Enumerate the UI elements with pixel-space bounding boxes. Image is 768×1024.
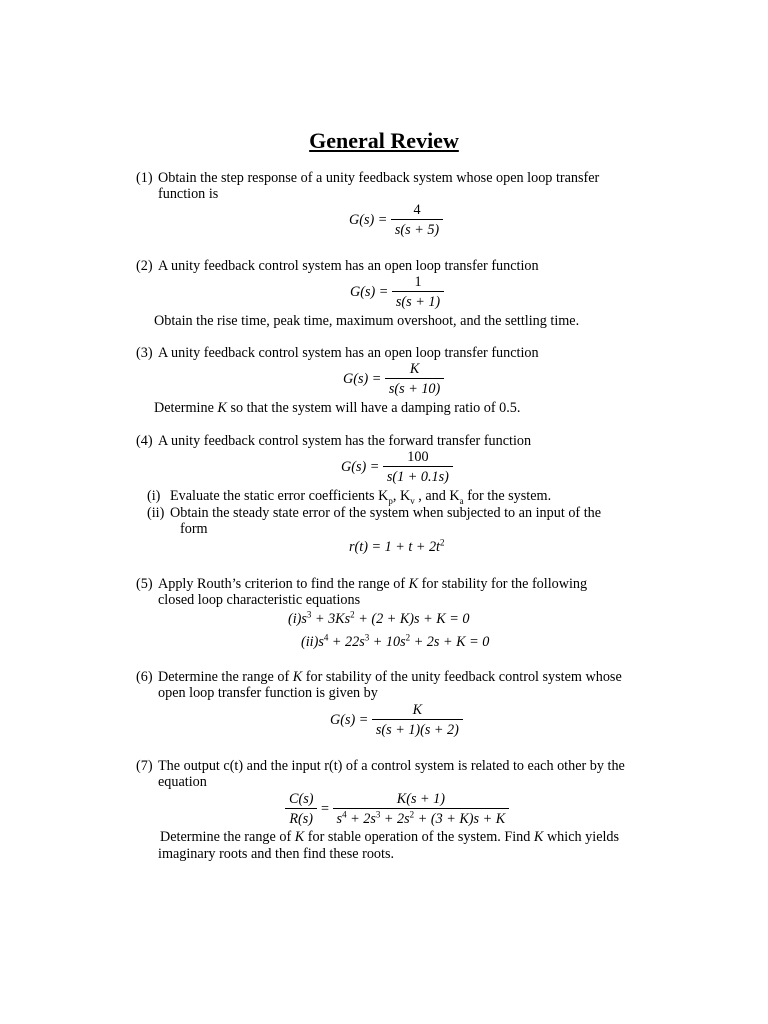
question-text: imaginary roots and then find these roots. xyxy=(158,846,395,862)
question-number: (6) xyxy=(136,669,153,685)
question-text: Obtain the step response of a unity feedback system whose open loop transfer xyxy=(158,170,600,186)
question-number: (1) xyxy=(136,170,153,186)
sub-question-number: (ii) xyxy=(147,505,165,521)
sub-question-number: (i) xyxy=(147,488,161,504)
question-number: (2) xyxy=(136,258,153,274)
transfer-function-equation: G(s) = $\frac{K}{s(s + 10)}$ xyxy=(343,361,444,397)
question-text: Apply Routh’s criterion to find the range of K for stability for the following xyxy=(158,576,588,592)
transfer-function-equation: $\frac{C(s)}{R(s)}$ = $\frac{K(s + 1)}{s^4 + 2s^3 + 2s^2 + (3 + K)s + K}$ xyxy=(285,791,509,827)
question-text: Obtain the rise time, peak time, maximum overshoot, and the settling time. xyxy=(154,313,580,329)
question-number: (3) xyxy=(136,345,153,361)
question-text: equation xyxy=(158,774,207,790)
transfer-function-equation: G(s) = $\frac{4}{s(s + 5)}$ xyxy=(349,202,443,238)
question-text: A unity feedback control system has the forward transfer function xyxy=(158,433,532,449)
page-title: General Review xyxy=(309,128,459,153)
question-text: The output c(t) and the input r(t) of a control system is related to each other by the xyxy=(158,758,625,774)
transfer-function-equation: G(s) = $\frac{100}{s(1 + 0.1s)}$ xyxy=(341,449,453,485)
sub-question-text: Obtain the steady state error of the system when subjected to an input of the xyxy=(170,505,602,521)
question-number: (4) xyxy=(136,433,153,449)
transfer-function-equation: G(s) = $\frac{K}{s(s + 1)(s + 2)}$ xyxy=(330,702,463,738)
sub-question-text: Evaluate the static error coefficients $K_p$, $K_v$ , and $K_a$ for the system. xyxy=(170,488,552,506)
question-text: Determine K so that the system will have a damping ratio of 0.5. xyxy=(154,400,521,416)
characteristic-equation: $(i)s^3 + 3Ks^2 + (2 + K)s + K = 0$ xyxy=(288,609,470,627)
characteristic-equation: $(ii)s^4 + 22s^3 + 10s^2 + 2s + K = 0$ xyxy=(301,632,490,650)
sub-question-text: form xyxy=(180,521,208,537)
question-text: closed loop characteristic equations xyxy=(158,592,361,608)
question-text: Determine the range of K for stable operation of the system. Find K which yields xyxy=(160,829,620,845)
question-text: Determine the range of K for stability of the unity feedback control system whose xyxy=(158,669,622,685)
question-number: (5) xyxy=(136,576,153,592)
question-text: open loop transfer function is given by xyxy=(158,685,378,701)
question-text: function is xyxy=(158,186,219,202)
question-text: A unity feedback control system has an open loop transfer function xyxy=(158,345,539,361)
input-equation: $r(t) = 1 + t + 2t^2$ xyxy=(349,537,445,555)
question-number: (7) xyxy=(136,758,153,774)
transfer-function-equation: G(s) = $\frac{1}{s(s + 1)}$ xyxy=(350,274,444,310)
question-text: A unity feedback control system has an open loop transfer function xyxy=(158,258,539,274)
